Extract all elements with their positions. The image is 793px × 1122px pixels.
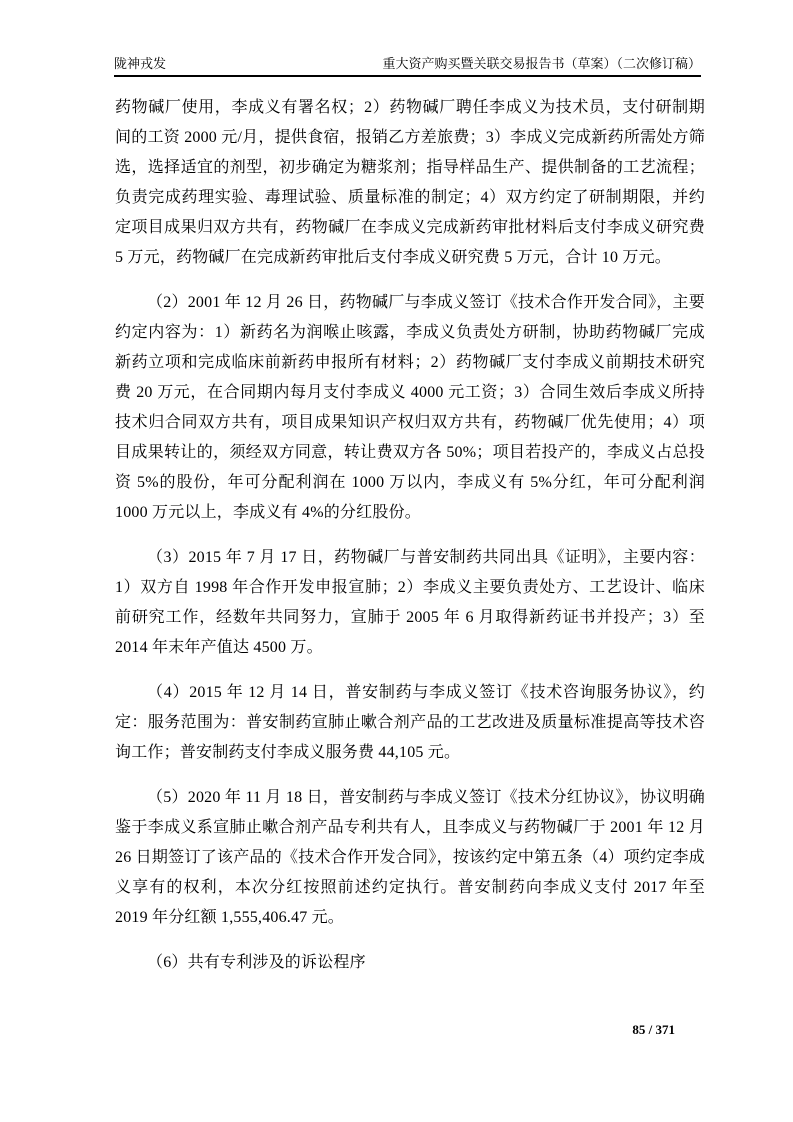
body-paragraph-continuation: 药物碱厂使用，李成义有署名权；2）药物碱厂聘任李成义为技术员，支付研制期间的工资 2000 元/月，提供食宿，报销乙方差旅费；3）李成义完成新药所需处方筛选，选择适宜的剂型，初步确定为糖浆剂；指导样品生产、提供制备的工艺流程；负责完成药理实验、毒理试验、质量标准的制定；4）双方约定了研制期限，并约定项目成果归双方共有，药物碱厂在李成义完成新药审批材料后支付李成义研究费 5 万元，药物碱厂在完成新药审批后支付李成义研究费 5 万元，合计 10 万元。 <box>115 99 705 266</box>
body-paragraph-item-2: （2）2001 年 12 月 26 日，药物碱厂与李成义签订《技术合作开发合同》，主要约定内容为：1）新药名为润喉止咳露，李成义负责处方研制，协助药物碱厂完成新药立项和完成临床前新药申报所有材料；2）药物碱厂支付李成义前期技术研究费 20 万元，在合同期内每月支付李成义 4000 元工资；3）合同生效后李成义所持技术归合同双方共有，项目成果知识产权归双方共有，药物碱厂优先使用；4）项目成果转让的，须经双方同意，转让费双方各 50%；项目若投产的，李成义占总投资 5%的股份，年可分配利润在 1000 万以内，李成义有 5%分红，年可分配利润 1000 万元以上，李成义有 4%的分红股份。 <box>115 294 705 521</box>
header-company-name: 陇神戎发 <box>114 56 167 71</box>
header-report-title: 重大资产购买暨关联交易报告书（草案）（二次修订稿） <box>382 56 701 71</box>
body-paragraph-item-4: （4）2015 年 12 月 14 日，普安制药与李成义签订《技术咨询服务协议》，约定：服务范围为：普安制药宣肺止嗽合剂产品的工艺改进及质量标准提高等技术咨询工作；普安制药支付李成义服务费 44,105 元。 <box>115 684 705 761</box>
document-body <box>115 93 705 978</box>
page-footer <box>115 1022 675 1038</box>
page-header <box>114 56 701 77</box>
body-paragraph-item-3: （3）2015 年 7 月 17 日，药物碱厂与普安制药共同出具《证明》，主要内容：1）双方自 1998 年合作开发申报宣肺；2）李成义主要负责处方、工艺设计、临床前研究工作，经数年共同努力，宣肺于 2005 年 6 月取得新药证书并投产；3）至 2014 年末年产值达 4500 万。 <box>115 549 705 656</box>
body-paragraph-item-6: （6）共有专利涉及的诉讼程序 <box>147 954 366 971</box>
body-paragraph-item-5: （5）2020 年 11 月 18 日，普安制药与李成义签订《技术分红协议》，协议明确鉴于李成义系宣肺止嗽合剂产品专利共有人，且李成义与药物碱厂于 2001 年 12 月 26 日期签订了该产品的《技术合作开发合同》，按该约定中第五条（4）项约定李成义享有的权利，本次分红按照前述约定执行。普安制药向李成义支付 2017 年至 2019 年分红额 1,555,406.47 元。 <box>115 789 705 926</box>
page-number: 85 / 371 <box>632 1022 675 1037</box>
